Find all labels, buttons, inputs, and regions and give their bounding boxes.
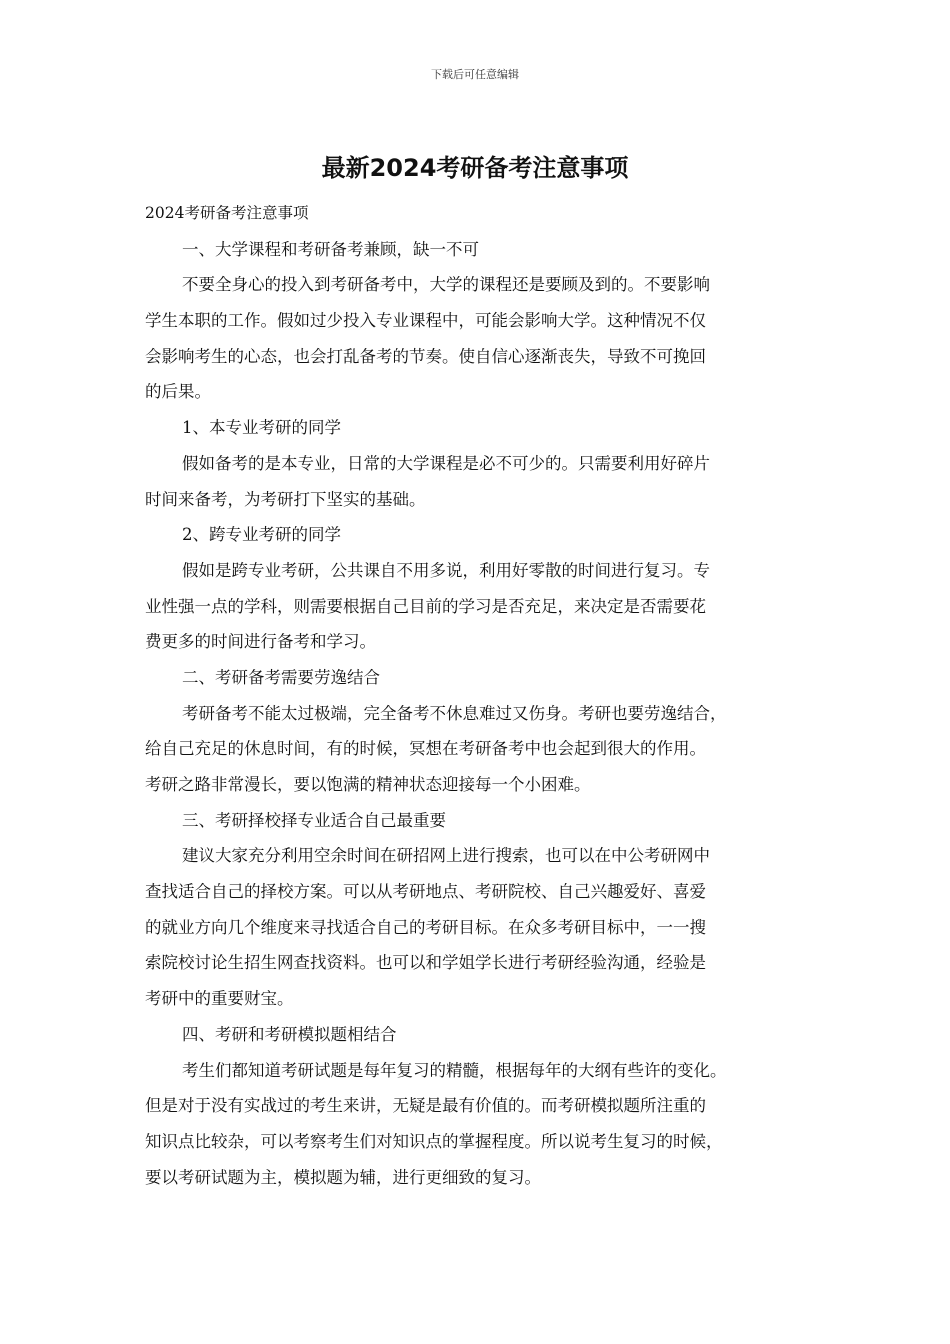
paragraph-line: 三、考研择校择专业适合自己最重要 [182,810,446,830]
header-note: 下载后可任意编辑 [431,68,519,81]
paragraph-line: 给自己充足的休息时间，有的时候，冥想在考研备考中也会起到很大的作用。 [145,739,706,759]
paragraph-line: 2、跨专业考研的同学 [182,525,341,545]
paragraph-line: 考研备考不能太过极端，完全备考不休息难过又伤身。考研也要劳逸结合， [182,703,727,723]
paragraph-line: 二、考研备考需要劳逸结合 [182,667,380,687]
paragraph-line: 查找适合自己的择校方案。可以从考研地点、考研院校、自己兴趣爱好、喜爱 [145,882,706,902]
paragraph-line: 不要全身心的投入到考研备考中，大学的课程还是要顾及到的。不要影响 [182,275,710,295]
paragraph-line: 要以考研试题为主，模拟题为辅，进行更细致的复习。 [145,1167,541,1187]
paragraph-line: 但是对于没有实战过的考生来讲，无疑是最有价值的。而考研模拟题所注重的 [145,1096,706,1116]
document-body [145,196,835,1195]
paragraph-line: 1、本专业考研的同学 [182,418,341,438]
paragraph-line: 考研之路非常漫长，要以饱满的精神状态迎接每一个小困难。 [145,775,591,794]
paragraph-line: 考研中的重要财宝。 [145,989,294,1009]
paragraph-line: 索院校讨论生招生网查找资料。也可以和学姐学长进行考研经验沟通，经验是 [145,953,706,973]
paragraph-line: 建议大家充分利用空余时间在研招网上进行搜索，也可以在中公考研网中 [182,846,710,866]
paragraph-line: 的后果。 [145,382,211,402]
paragraph-line: 业性强一点的学科，则需要根据自己目前的学习是否充足，来决定是否需要花 [145,596,706,616]
paragraph-line: 的就业方向几个维度来寻找适合自己的考研目标。在众多考研目标中，一一搜 [145,917,706,937]
document-title: 最新2024考研备考注意事项 [321,154,629,182]
paragraph-line: 知识点比较杂，可以考察考生们对知识点的掌握程度。所以说考生复习的时候， [145,1131,723,1151]
paragraph-line: 假如是跨专业考研，公共课自不用多说，利用好零散的时间进行复习。专 [182,560,710,580]
paragraph-line: 2024考研备考注意事项 [145,204,309,222]
paragraph-line: 假如备考的是本专业，日常的大学课程是必不可少的。只需要利用好碎片 [182,453,710,473]
paragraph-line: 学生本职的工作。假如过少投入专业课程中，可能会影响大学。这种情况不仅 [145,311,706,331]
paragraph-line: 四、考研和考研模拟题相结合 [182,1024,397,1044]
paragraph-line: 考生们都知道考研试题是每年复习的精髓，根据每年的大纲有些许的变化。 [182,1060,727,1080]
paragraph-line: 会影响考生的心态，也会打乱备考的节奏。使自信心逐渐丧失，导致不可挽回 [145,346,706,366]
paragraph-line: 时间来备考，为考研打下坚实的基础。 [145,489,426,509]
paragraph-line: 一、大学课程和考研备考兼顾，缺一不可 [182,239,479,259]
paragraph-line: 费更多的时间进行备考和学习。 [145,632,376,652]
